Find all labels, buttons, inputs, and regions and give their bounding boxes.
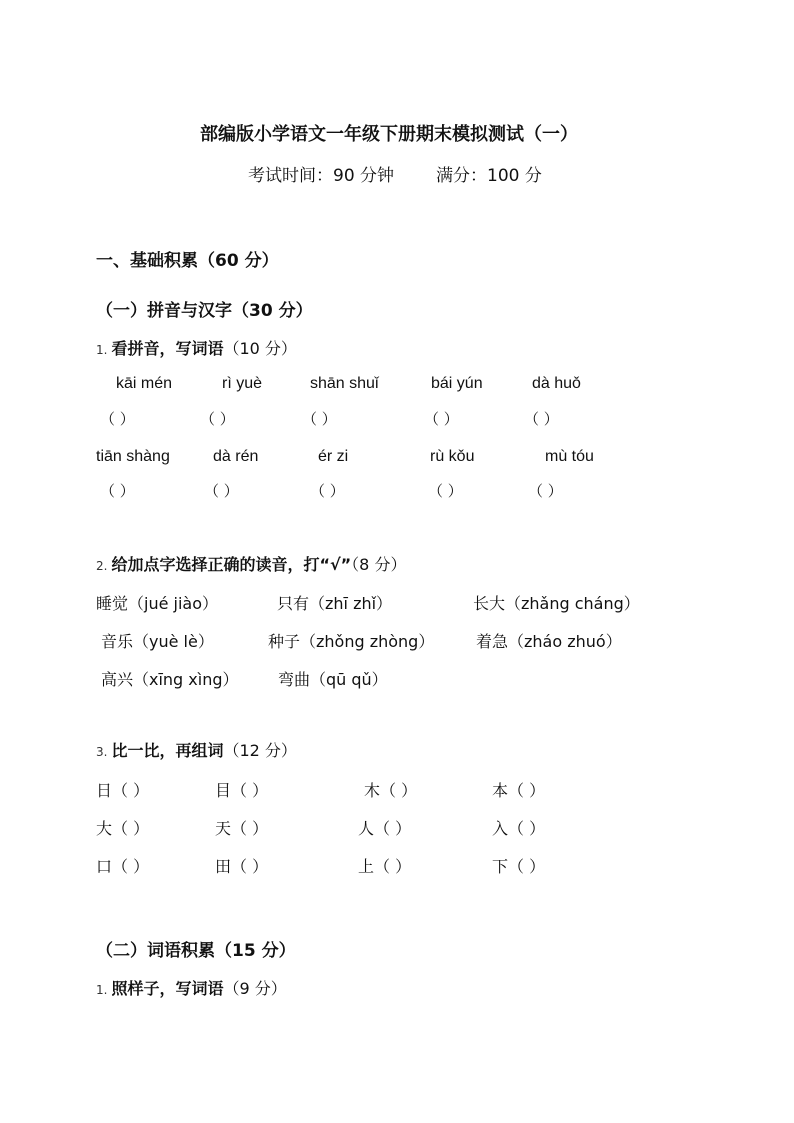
sec2-q1-header xyxy=(96,976,287,999)
q3-number: 3. xyxy=(96,745,108,759)
q1-points: （10 分） xyxy=(223,339,297,358)
pinyin-item: kāi mén xyxy=(116,375,173,392)
pinyin-item: tiān shàng xyxy=(96,448,170,465)
reading-choice-item[interactable]: 音乐（yuè lè） xyxy=(101,632,214,651)
answer-blank[interactable]: （ ） xyxy=(310,482,345,500)
reading-choice-item[interactable]: 种子（zhǒng zhòng） xyxy=(268,632,435,651)
pinyin-item: rù kǒu xyxy=(430,448,475,465)
pinyin-item: dà huǒ xyxy=(532,375,581,392)
compare-item[interactable]: 人（ ） xyxy=(358,819,412,838)
q1-header xyxy=(96,336,297,359)
pinyin-item: ér zi xyxy=(318,448,349,465)
q3-points: （12 分） xyxy=(223,741,297,760)
answer-blank[interactable]: （ ） xyxy=(302,410,337,428)
q1-title: 看拼音，写词语 xyxy=(111,339,224,358)
reading-choice-item[interactable]: 只有（zhī zhǐ） xyxy=(277,594,393,613)
compare-item[interactable]: 木（ ） xyxy=(364,781,418,800)
pinyin-item: dà rén xyxy=(213,448,259,465)
page-title: 部编版小学语文一年级下册期末模拟测试（一） xyxy=(200,124,578,145)
answer-blank[interactable]: （ ） xyxy=(204,482,239,500)
part1-heading: 一、基础积累（60 分） xyxy=(96,251,279,271)
exam-time: 考试时间：90 分钟 xyxy=(248,166,395,186)
section2-heading: （二）词语积累（15 分） xyxy=(96,941,296,961)
answer-blank[interactable]: （ ） xyxy=(528,482,563,500)
compare-item[interactable]: 上（ ） xyxy=(358,857,412,876)
q1-number: 1. xyxy=(96,343,108,357)
compare-item[interactable]: 入（ ） xyxy=(492,819,546,838)
answer-blank[interactable]: （ ） xyxy=(428,482,463,500)
pinyin-item: rì yuè xyxy=(222,375,263,392)
compare-item[interactable]: 田（ ） xyxy=(215,857,269,876)
pinyin-item: shān shuǐ xyxy=(310,375,379,392)
q2-title: 给加点字选择正确的读音，打“√” xyxy=(111,555,352,574)
section1-heading: （一）拼音与汉字（30 分） xyxy=(96,301,313,321)
compare-item[interactable]: 天（ ） xyxy=(215,819,269,838)
compare-item[interactable]: 目（ ） xyxy=(215,781,269,800)
compare-item[interactable]: 口（ ） xyxy=(96,857,150,876)
q3-title: 比一比，再组词 xyxy=(111,741,224,760)
compare-item[interactable]: 本（ ） xyxy=(492,781,546,800)
reading-choice-item[interactable]: 弯曲（qū qǔ） xyxy=(278,670,388,689)
full-score: 满分：100 分 xyxy=(436,166,542,186)
pinyin-item: mù tóu xyxy=(545,448,594,465)
sec2-q1-points: （9 分） xyxy=(223,979,287,998)
q2-header xyxy=(96,552,406,575)
compare-item[interactable]: 大（ ） xyxy=(96,819,150,838)
q2-number: 2. xyxy=(96,559,108,573)
answer-blank[interactable]: （ ） xyxy=(424,410,459,428)
q3-header xyxy=(96,738,297,761)
sec2-q1-title: 照样子，写词语 xyxy=(111,979,224,998)
reading-choice-item[interactable]: 长大（zhǎng cháng） xyxy=(473,594,640,613)
answer-blank[interactable]: （ ） xyxy=(200,410,235,428)
sec2-q1-number: 1. xyxy=(96,983,108,997)
compare-item[interactable]: 下（ ） xyxy=(492,857,546,876)
q2-points: （8 分） xyxy=(351,555,407,574)
reading-choice-item[interactable]: 睡觉（jué jiào） xyxy=(96,594,219,613)
answer-blank[interactable]: （ ） xyxy=(100,482,135,500)
reading-choice-item[interactable]: 着急（zháo zhuó） xyxy=(476,632,622,651)
compare-item[interactable]: 日（ ） xyxy=(96,781,150,800)
reading-choice-item[interactable]: 高兴（xīng xìng） xyxy=(101,670,239,689)
pinyin-item: bái yún xyxy=(431,375,483,392)
answer-blank[interactable]: （ ） xyxy=(524,410,559,428)
answer-blank[interactable]: （ ） xyxy=(100,410,135,428)
